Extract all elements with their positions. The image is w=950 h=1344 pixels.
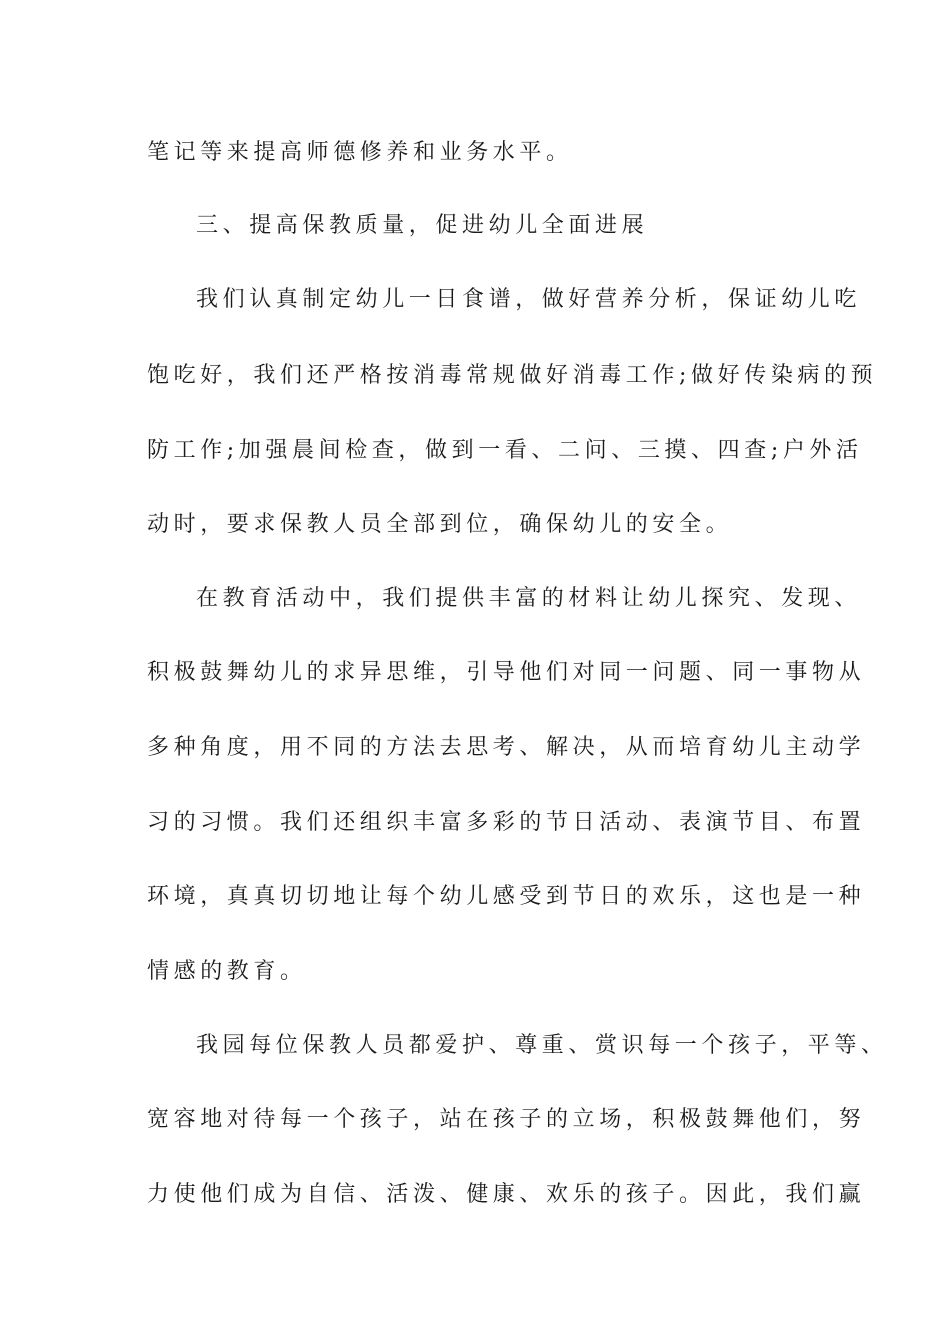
paragraph-line: 我园每位保教人员都爱护、尊重、赏识每一个孩子，平等、	[196, 1033, 888, 1058]
paragraph-line: 动时，要求保教人员全部到位，确保幼儿的安全。	[147, 512, 733, 537]
section-heading: 三、提高保教质量，促进幼儿全面进展	[196, 213, 649, 238]
paragraph-line: 环境，真真切切地让每个幼儿感受到节日的欢乐，这也是一种	[147, 884, 866, 909]
paragraph-line: 宽容地对待每一个孩子，站在孩子的立场，积极鼓舞他们，努	[147, 1107, 866, 1132]
paragraph-line: 多种角度，用不同的方法去思考、解决，从而培育幼儿主动学	[147, 735, 866, 760]
paragraph-line: 在教育活动中，我们提供丰富的材料让幼儿探究、发现、	[196, 586, 862, 611]
paragraph-line: 力使他们成为自信、活泼、健康、欢乐的孩子。因此，我们赢	[147, 1182, 866, 1207]
paragraph-line: 饱吃好，我们还严格按消毒常规做好消毒工作;做好传染病的预	[147, 363, 878, 388]
paragraph-line: 情感的教育。	[147, 959, 307, 984]
paragraph-line: 我们认真制定幼儿一日食谱，做好营养分析，保证幼儿吃	[196, 287, 862, 312]
paragraph-line: 防工作;加强晨间检查，做到一看、二问、三摸、四查;户外活	[147, 438, 863, 463]
paragraph-line: 积极鼓舞幼儿的求异思维，引导他们对同一问题、同一事物从	[147, 660, 866, 685]
paragraph-line: 笔记等来提高师德修养和业务水平。	[147, 140, 573, 165]
paragraph-line: 习的习惯。我们还组织丰富多彩的节日活动、表演节目、布置	[147, 810, 866, 835]
